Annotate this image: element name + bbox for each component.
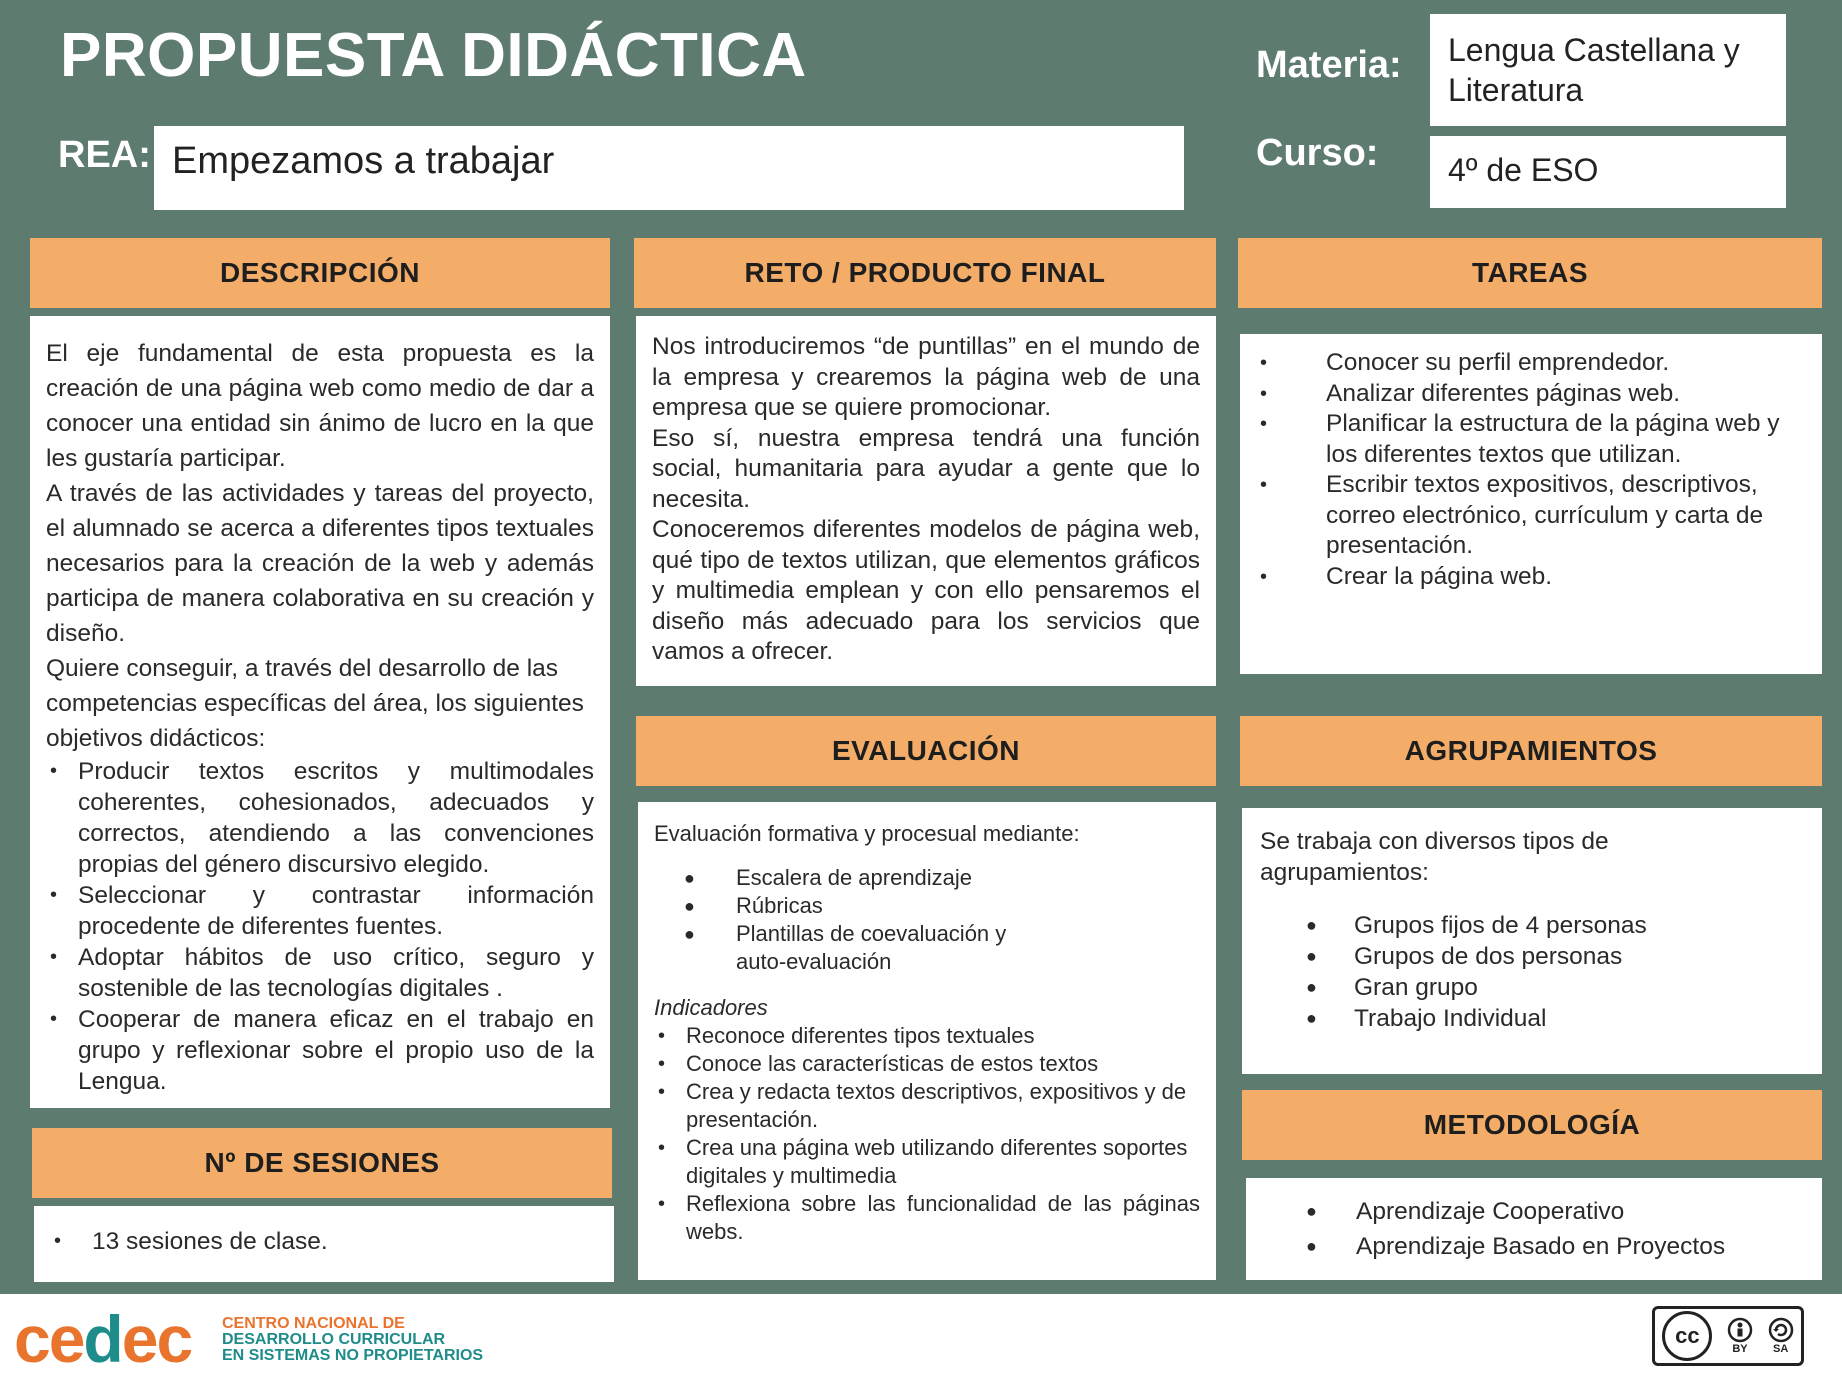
list-item: • Crea una página web utilizando diferentes soportes digitales y multimedia (654, 1134, 1200, 1190)
list-item: • Conocer su perfil emprendedor. (1256, 348, 1806, 379)
metodologia-list (1264, 1194, 1804, 1264)
page-title: PROPUESTA DIDÁCTICA (60, 21, 807, 90)
reto-box (636, 316, 1216, 686)
tareas-header: TAREAS (1238, 238, 1822, 308)
list-item: • Escribir textos expositivos, descriptivos, correo electrónico, currículum y carta de presentación. (1256, 470, 1806, 562)
list-item: • Adoptar hábitos de uso crítico, seguro y sostenible de las tecnologías digitales . (46, 942, 594, 1004)
cedec-logo-word: cedec (14, 1302, 192, 1376)
descripcion-box (30, 316, 610, 1108)
materia-value: Lengua Castellana y Literatura (1430, 14, 1786, 126)
cedec-logo (14, 1302, 192, 1376)
indicadores-list (654, 1022, 1200, 1246)
reto-paragraph: Eso sí, nuestra empresa tendrá una función social, humanitaria para ayudar a gente que lo necesita. (652, 424, 1200, 513)
list-item: ● Trabajo Individual (1306, 1003, 1804, 1034)
reto-paragraph: Nos introduciremos “de puntillas” en el mundo de la empresa y crearemos la página web de una empresa que se quiere promocionar. (652, 333, 1200, 421)
evaluacion-box (638, 802, 1216, 1280)
list-item: ● Plantillas de coevaluación y auto-evaluación (684, 920, 1036, 976)
list-item: ● Rúbricas (684, 892, 1200, 920)
sesiones-header: Nº DE SESIONES (32, 1128, 612, 1198)
descripcion-paragraph: A través de las actividades y tareas del proyecto, el alumnado se acerca a diferentes tipos textuales necesarios para la creación de la web y además participa de manera colaborativa en su creación y diseño. (46, 480, 594, 647)
by-icon: BY (1727, 1317, 1753, 1355)
evaluacion-intro: Evaluación formativa y procesual mediante: (654, 821, 1080, 846)
list-item: • Seleccionar y contrastar información procedente de diferentes fuentes. (46, 880, 594, 942)
materia-label: Materia: (1256, 44, 1402, 86)
list-item: • Analizar diferentes páginas web. (1256, 379, 1806, 410)
list-item: • Crea y redacta textos descriptivos, expositivos y de presentación. (654, 1078, 1200, 1134)
list-item: • Reflexiona sobre las funcionalidad de las páginas webs. (654, 1190, 1200, 1246)
cc-icon: cc (1662, 1311, 1712, 1361)
reto-paragraph: Conoceremos diferentes modelos de página web, qué tipo de textos utilizan, que elementos gráficos y multimedia emplean y con ello pensaremos el diseño más adecuado para los servicios que vamos a ofrecer. (652, 516, 1200, 665)
agrupamientos-box (1242, 808, 1822, 1074)
rea-value: Empezamos a trabajar (154, 126, 1184, 210)
sesiones-list (50, 1224, 598, 1259)
reto-header: RETO / PRODUCTO FINAL (634, 238, 1216, 308)
list-item: ● Grupos de dos personas (1306, 941, 1804, 972)
tareas-box (1240, 334, 1822, 674)
agrupamientos-list (1260, 910, 1804, 1034)
cedec-logo-text: CENTRO NACIONAL DE DESARROLLO CURRICULAR EN SISTEMAS NO PROPIETARIOS (222, 1315, 484, 1364)
list-item: ● Gran grupo (1306, 972, 1804, 1003)
list-item: ● Grupos fijos de 4 personas (1306, 910, 1804, 941)
curso-label: Curso: (1256, 132, 1379, 174)
sesiones-box (34, 1206, 614, 1282)
list-item: • 13 sesiones de clase. (50, 1224, 598, 1259)
metodologia-box (1246, 1178, 1822, 1280)
objetivos-list (46, 756, 594, 1097)
list-item: ● Aprendizaje Basado en Proyectos (1306, 1229, 1804, 1264)
list-item: • Conoce las características de estos textos (654, 1050, 1200, 1078)
indicadores-label: Indicadores (654, 995, 768, 1020)
cc-license-badge (1652, 1306, 1804, 1366)
list-item: • Producir textos escritos y multimodales coherentes, cohesionados, adecuados y correctos, atendiendo a las convenciones propias del género discursivo elegido. (46, 756, 594, 880)
agrupamientos-header: AGRUPAMIENTOS (1240, 716, 1822, 786)
descripcion-paragraph: El eje fundamental de esta propuesta es la creación de una página web como medio de dar a conocer una entidad sin ánimo de lucro en la que les gustaría participar. (46, 340, 594, 472)
list-item: • Crear la página web. (1256, 562, 1806, 593)
list-item: ● Escalera de aprendizaje (684, 864, 1200, 892)
agrupamientos-intro: Se trabaja con diversos tipos de agrupamientos: (1260, 828, 1609, 886)
descripcion-header: DESCRIPCIÓN (30, 238, 610, 308)
evaluacion-tools-list (654, 864, 1200, 976)
tareas-list (1256, 348, 1806, 592)
list-item: • Reconoce diferentes tipos textuales (654, 1022, 1200, 1050)
list-item: • Cooperar de manera eficaz en el trabajo en grupo y reflexionar sobre el propio uso de la Lengua. (46, 1004, 594, 1097)
rea-label: REA: (58, 134, 151, 176)
metodologia-header: METODOLOGÍA (1242, 1090, 1822, 1160)
descripcion-paragraph: Quiere conseguir, a través del desarrollo de las competencias específicas del área, los siguientes objetivos didácticos: (46, 655, 584, 752)
curso-value: 4º de ESO (1430, 136, 1786, 208)
list-item: • Planificar la estructura de la página web y los diferentes textos que utilizan. (1256, 409, 1806, 470)
list-item: ● Aprendizaje Cooperativo (1306, 1194, 1804, 1229)
evaluacion-header: EVALUACIÓN (636, 716, 1216, 786)
sa-icon: SA (1768, 1317, 1794, 1355)
